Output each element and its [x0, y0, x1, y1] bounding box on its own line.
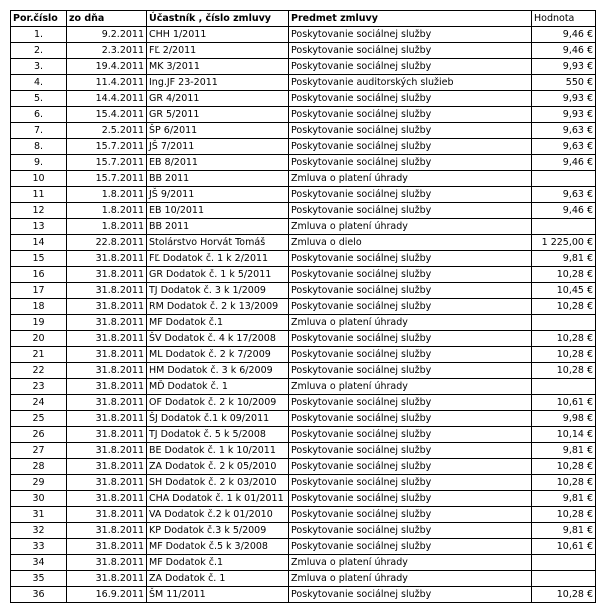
table-row — [11, 107, 596, 123]
row-subject: Poskytovanie auditorských služieb — [289, 75, 532, 91]
row-number: 14 — [11, 235, 67, 251]
table-row — [11, 27, 596, 43]
row-party: ML Dodatok č. 2 k 7/2009 — [147, 347, 289, 363]
row-date: 11.4.2011 — [67, 75, 147, 91]
row-value — [532, 315, 596, 331]
row-date: 31.8.2011 — [67, 395, 147, 411]
row-number: 32 — [11, 523, 67, 539]
row-party: HM Dodatok č. 3 k 6/2009 — [147, 363, 289, 379]
row-date: 15.7.2011 — [67, 139, 147, 155]
table-row — [11, 507, 596, 523]
row-subject: Poskytovanie sociálnej služby — [289, 299, 532, 315]
row-subject: Poskytovanie sociálnej služby — [289, 363, 532, 379]
row-date: 15.7.2011 — [67, 155, 147, 171]
row-value — [532, 219, 596, 235]
row-value: 10,61 € — [532, 395, 596, 411]
row-number: 31 — [11, 507, 67, 523]
row-number: 7. — [11, 123, 67, 139]
table-row — [11, 427, 596, 443]
row-value: 9,81 € — [532, 523, 596, 539]
row-date: 31.8.2011 — [67, 363, 147, 379]
row-subject: Zmluva o dielo — [289, 235, 532, 251]
row-number: 33 — [11, 539, 67, 555]
table-row — [11, 411, 596, 427]
row-subject: Zmluva o platení úhrady — [289, 555, 532, 571]
table-row — [11, 475, 596, 491]
row-number: 27 — [11, 443, 67, 459]
row-number: 5. — [11, 91, 67, 107]
row-number: 21 — [11, 347, 67, 363]
row-date: 9.2.2011 — [67, 27, 147, 43]
row-value: 10,28 € — [532, 475, 596, 491]
row-number: 24 — [11, 395, 67, 411]
row-subject: Poskytovanie sociálnej služby — [289, 139, 532, 155]
row-number: 18 — [11, 299, 67, 315]
row-value: 10,45 € — [532, 283, 596, 299]
row-party: ZA Dodatok č. 2 k 05/2010 — [147, 459, 289, 475]
row-number: 20 — [11, 331, 67, 347]
row-party: KP Dodatok č.3 k 5/2009 — [147, 523, 289, 539]
row-number: 19 — [11, 315, 67, 331]
header-number: Por.číslo — [11, 11, 67, 27]
row-party: CHH 1/2011 — [147, 27, 289, 43]
row-subject: Poskytovanie sociálnej služby — [289, 107, 532, 123]
table-row — [11, 571, 596, 587]
row-date: 31.8.2011 — [67, 555, 147, 571]
row-party: MF Dodatok č.1 — [147, 315, 289, 331]
row-number: 17 — [11, 283, 67, 299]
row-party: VA Dodatok č.2 k 01/2010 — [147, 507, 289, 523]
row-date: 31.8.2011 — [67, 251, 147, 267]
row-party: Ing.JF 23-2011 — [147, 75, 289, 91]
table-row — [11, 539, 596, 555]
header-value: Hodnota — [532, 11, 596, 27]
row-date: 15.7.2011 — [67, 171, 147, 187]
row-date: 31.8.2011 — [67, 571, 147, 587]
row-date: 31.8.2011 — [67, 315, 147, 331]
row-value — [532, 555, 596, 571]
table-row — [11, 267, 596, 283]
row-number: 35 — [11, 571, 67, 587]
row-date: 31.8.2011 — [67, 299, 147, 315]
row-value: 9,81 € — [532, 443, 596, 459]
table-row — [11, 299, 596, 315]
row-number: 13 — [11, 219, 67, 235]
row-value: 9,81 € — [532, 491, 596, 507]
row-number: 6. — [11, 107, 67, 123]
row-date: 31.8.2011 — [67, 523, 147, 539]
row-number: 1. — [11, 27, 67, 43]
row-subject: Poskytovanie sociálnej služby — [289, 395, 532, 411]
row-subject: Poskytovanie sociálnej služby — [289, 459, 532, 475]
row-party: MF Dodatok č.1 — [147, 555, 289, 571]
row-date: 31.8.2011 — [67, 507, 147, 523]
row-value — [532, 571, 596, 587]
row-date: 31.8.2011 — [67, 539, 147, 555]
table-row — [11, 555, 596, 571]
row-subject: Poskytovanie sociálnej služby — [289, 587, 532, 603]
row-date: 31.8.2011 — [67, 331, 147, 347]
row-subject: Poskytovanie sociálnej služby — [289, 59, 532, 75]
row-number: 2. — [11, 43, 67, 59]
row-value: 10,14 € — [532, 427, 596, 443]
table-row — [11, 219, 596, 235]
row-value: 9,93 € — [532, 107, 596, 123]
row-party: MĎ Dodatok č. 1 — [147, 379, 289, 395]
table-row — [11, 139, 596, 155]
row-date: 31.8.2011 — [67, 459, 147, 475]
row-value: 10,28 € — [532, 267, 596, 283]
row-date: 22.8.2011 — [67, 235, 147, 251]
row-subject: Poskytovanie sociálnej služby — [289, 539, 532, 555]
row-subject: Poskytovanie sociálnej služby — [289, 411, 532, 427]
row-number: 29 — [11, 475, 67, 491]
row-value: 10,28 € — [532, 347, 596, 363]
row-number: 8. — [11, 139, 67, 155]
row-subject: Poskytovanie sociálnej služby — [289, 491, 532, 507]
table-body — [11, 27, 596, 603]
row-subject: Poskytovanie sociálnej služby — [289, 523, 532, 539]
row-subject: Poskytovanie sociálnej služby — [289, 347, 532, 363]
row-party: RM Dodatok č. 2 k 13/2009 — [147, 299, 289, 315]
row-party: ŠJ Dodatok č.1 k 09/2011 — [147, 411, 289, 427]
row-date: 31.8.2011 — [67, 475, 147, 491]
row-party: FĽ 2/2011 — [147, 43, 289, 59]
row-subject: Poskytovanie sociálnej služby — [289, 267, 532, 283]
row-subject: Poskytovanie sociálnej služby — [289, 251, 532, 267]
row-number: 22 — [11, 363, 67, 379]
row-subject: Poskytovanie sociálnej služby — [289, 443, 532, 459]
row-date: 31.8.2011 — [67, 379, 147, 395]
row-subject: Poskytovanie sociálnej služby — [289, 203, 532, 219]
table-row — [11, 155, 596, 171]
row-party: EB 8/2011 — [147, 155, 289, 171]
row-value: 9,63 € — [532, 123, 596, 139]
row-value: 10,28 € — [532, 299, 596, 315]
row-value: 9,46 € — [532, 203, 596, 219]
row-date: 14.4.2011 — [67, 91, 147, 107]
row-subject: Poskytovanie sociálnej služby — [289, 427, 532, 443]
row-date: 2.3.2011 — [67, 43, 147, 59]
row-subject: Poskytovanie sociálnej služby — [289, 187, 532, 203]
row-subject: Poskytovanie sociálnej služby — [289, 283, 532, 299]
row-subject: Zmluva o platení úhrady — [289, 315, 532, 331]
header-subject: Predmet zmluvy — [289, 11, 532, 27]
row-date: 31.8.2011 — [67, 427, 147, 443]
row-party: EB 10/2011 — [147, 203, 289, 219]
row-date: 31.8.2011 — [67, 443, 147, 459]
row-value: 9,93 € — [532, 91, 596, 107]
row-number: 11 — [11, 187, 67, 203]
row-date: 1.8.2011 — [67, 187, 147, 203]
row-date: 2.5.2011 — [67, 123, 147, 139]
table-row — [11, 171, 596, 187]
row-value: 9,81 € — [532, 251, 596, 267]
table-row — [11, 203, 596, 219]
row-party: FĽ Dodatok č. 1 k 2/2011 — [147, 251, 289, 267]
row-number: 3. — [11, 59, 67, 75]
row-date: 15.4.2011 — [67, 107, 147, 123]
table-row — [11, 43, 596, 59]
row-party: TJ Dodatok č. 3 k 1/2009 — [147, 283, 289, 299]
row-value: 10,28 € — [532, 587, 596, 603]
row-party: MK 3/2011 — [147, 59, 289, 75]
row-value — [532, 171, 596, 187]
table-row — [11, 59, 596, 75]
row-number: 26 — [11, 427, 67, 443]
row-date: 19.4.2011 — [67, 59, 147, 75]
row-subject: Poskytovanie sociálnej služby — [289, 27, 532, 43]
table-row — [11, 187, 596, 203]
table-row — [11, 347, 596, 363]
row-party: ŠV Dodatok č. 4 k 17/2008 — [147, 331, 289, 347]
row-subject: Poskytovanie sociálnej služby — [289, 155, 532, 171]
header-date: zo dňa — [67, 11, 147, 27]
row-party: TJ Dodatok č. 5 k 5/2008 — [147, 427, 289, 443]
row-value: 10,28 € — [532, 459, 596, 475]
row-party: SH Dodatok č. 2 k 03/2010 — [147, 475, 289, 491]
row-number: 12 — [11, 203, 67, 219]
row-value: 10,28 € — [532, 331, 596, 347]
row-value: 550 € — [532, 75, 596, 91]
row-subject: Zmluva o platení úhrady — [289, 219, 532, 235]
row-party: JŠ 9/2011 — [147, 187, 289, 203]
contracts-document — [10, 10, 596, 603]
row-subject: Zmluva o platení úhrady — [289, 571, 532, 587]
row-date: 31.8.2011 — [67, 347, 147, 363]
row-subject: Poskytovanie sociálnej služby — [289, 43, 532, 59]
row-party: ZA Dodatok č. 1 — [147, 571, 289, 587]
row-party: BE Dodatok č. 1 k 10/2011 — [147, 443, 289, 459]
row-number: 16 — [11, 267, 67, 283]
row-value: 9,46 € — [532, 43, 596, 59]
row-party: ŠP 6/2011 — [147, 123, 289, 139]
table-row — [11, 123, 596, 139]
row-date: 16.9.2011 — [67, 587, 147, 603]
row-date: 1.8.2011 — [67, 203, 147, 219]
row-party: BB 2011 — [147, 171, 289, 187]
row-date: 31.8.2011 — [67, 411, 147, 427]
row-party: JŠ 7/2011 — [147, 139, 289, 155]
row-value: 9,63 € — [532, 187, 596, 203]
row-number: 23 — [11, 379, 67, 395]
row-party: GR 5/2011 — [147, 107, 289, 123]
row-date: 31.8.2011 — [67, 283, 147, 299]
table-row — [11, 363, 596, 379]
row-number: 25 — [11, 411, 67, 427]
row-date: 31.8.2011 — [67, 491, 147, 507]
table-row — [11, 523, 596, 539]
table-row — [11, 251, 596, 267]
table-row — [11, 283, 596, 299]
row-date: 31.8.2011 — [67, 267, 147, 283]
row-number: 10 — [11, 171, 67, 187]
row-party: Stolárstvo Horvát Tomáš — [147, 235, 289, 251]
table-row — [11, 315, 596, 331]
row-subject: Poskytovanie sociálnej služby — [289, 123, 532, 139]
row-number: 36 — [11, 587, 67, 603]
table-row — [11, 331, 596, 347]
row-party: ŠM 11/2011 — [147, 587, 289, 603]
row-number: 30 — [11, 491, 67, 507]
table-row — [11, 91, 596, 107]
row-party: GR Dodatok č. 1 k 5/2011 — [147, 267, 289, 283]
table-row — [11, 235, 596, 251]
row-value: 9,46 € — [532, 155, 596, 171]
table-row — [11, 395, 596, 411]
row-number: 4. — [11, 75, 67, 91]
header-row — [11, 11, 596, 27]
table-row — [11, 491, 596, 507]
row-value: 9,63 € — [532, 139, 596, 155]
table-row — [11, 459, 596, 475]
row-value: 9,98 € — [532, 411, 596, 427]
row-value: 10,28 € — [532, 507, 596, 523]
row-party: GR 4/2011 — [147, 91, 289, 107]
row-number: 28 — [11, 459, 67, 475]
row-party: OF Dodatok č. 2 k 10/2009 — [147, 395, 289, 411]
row-number: 15 — [11, 251, 67, 267]
row-value: 9,46 € — [532, 27, 596, 43]
row-value: 10,61 € — [532, 539, 596, 555]
table-row — [11, 379, 596, 395]
row-subject: Poskytovanie sociálnej služby — [289, 331, 532, 347]
row-subject: Zmluva o platení úhrady — [289, 379, 532, 395]
table-row — [11, 75, 596, 91]
contracts-table — [10, 10, 596, 603]
row-party: MF Dodatok č.5 k 3/2008 — [147, 539, 289, 555]
row-subject: Zmluva o platení úhrady — [289, 171, 532, 187]
row-party: CHA Dodatok č. 1 k 01/2011 — [147, 491, 289, 507]
row-value: 10,28 € — [532, 363, 596, 379]
row-number: 9. — [11, 155, 67, 171]
row-value: 1 225,00 € — [532, 235, 596, 251]
row-subject: Poskytovanie sociálnej služby — [289, 507, 532, 523]
table-row — [11, 443, 596, 459]
row-number: 34 — [11, 555, 67, 571]
row-subject: Poskytovanie sociálnej služby — [289, 91, 532, 107]
row-value: 9,93 € — [532, 59, 596, 75]
row-value — [532, 379, 596, 395]
row-date: 1.8.2011 — [67, 219, 147, 235]
header-party: Účastník , číslo zmluvy — [147, 11, 289, 27]
row-subject: Poskytovanie sociálnej služby — [289, 475, 532, 491]
row-party: BB 2011 — [147, 219, 289, 235]
